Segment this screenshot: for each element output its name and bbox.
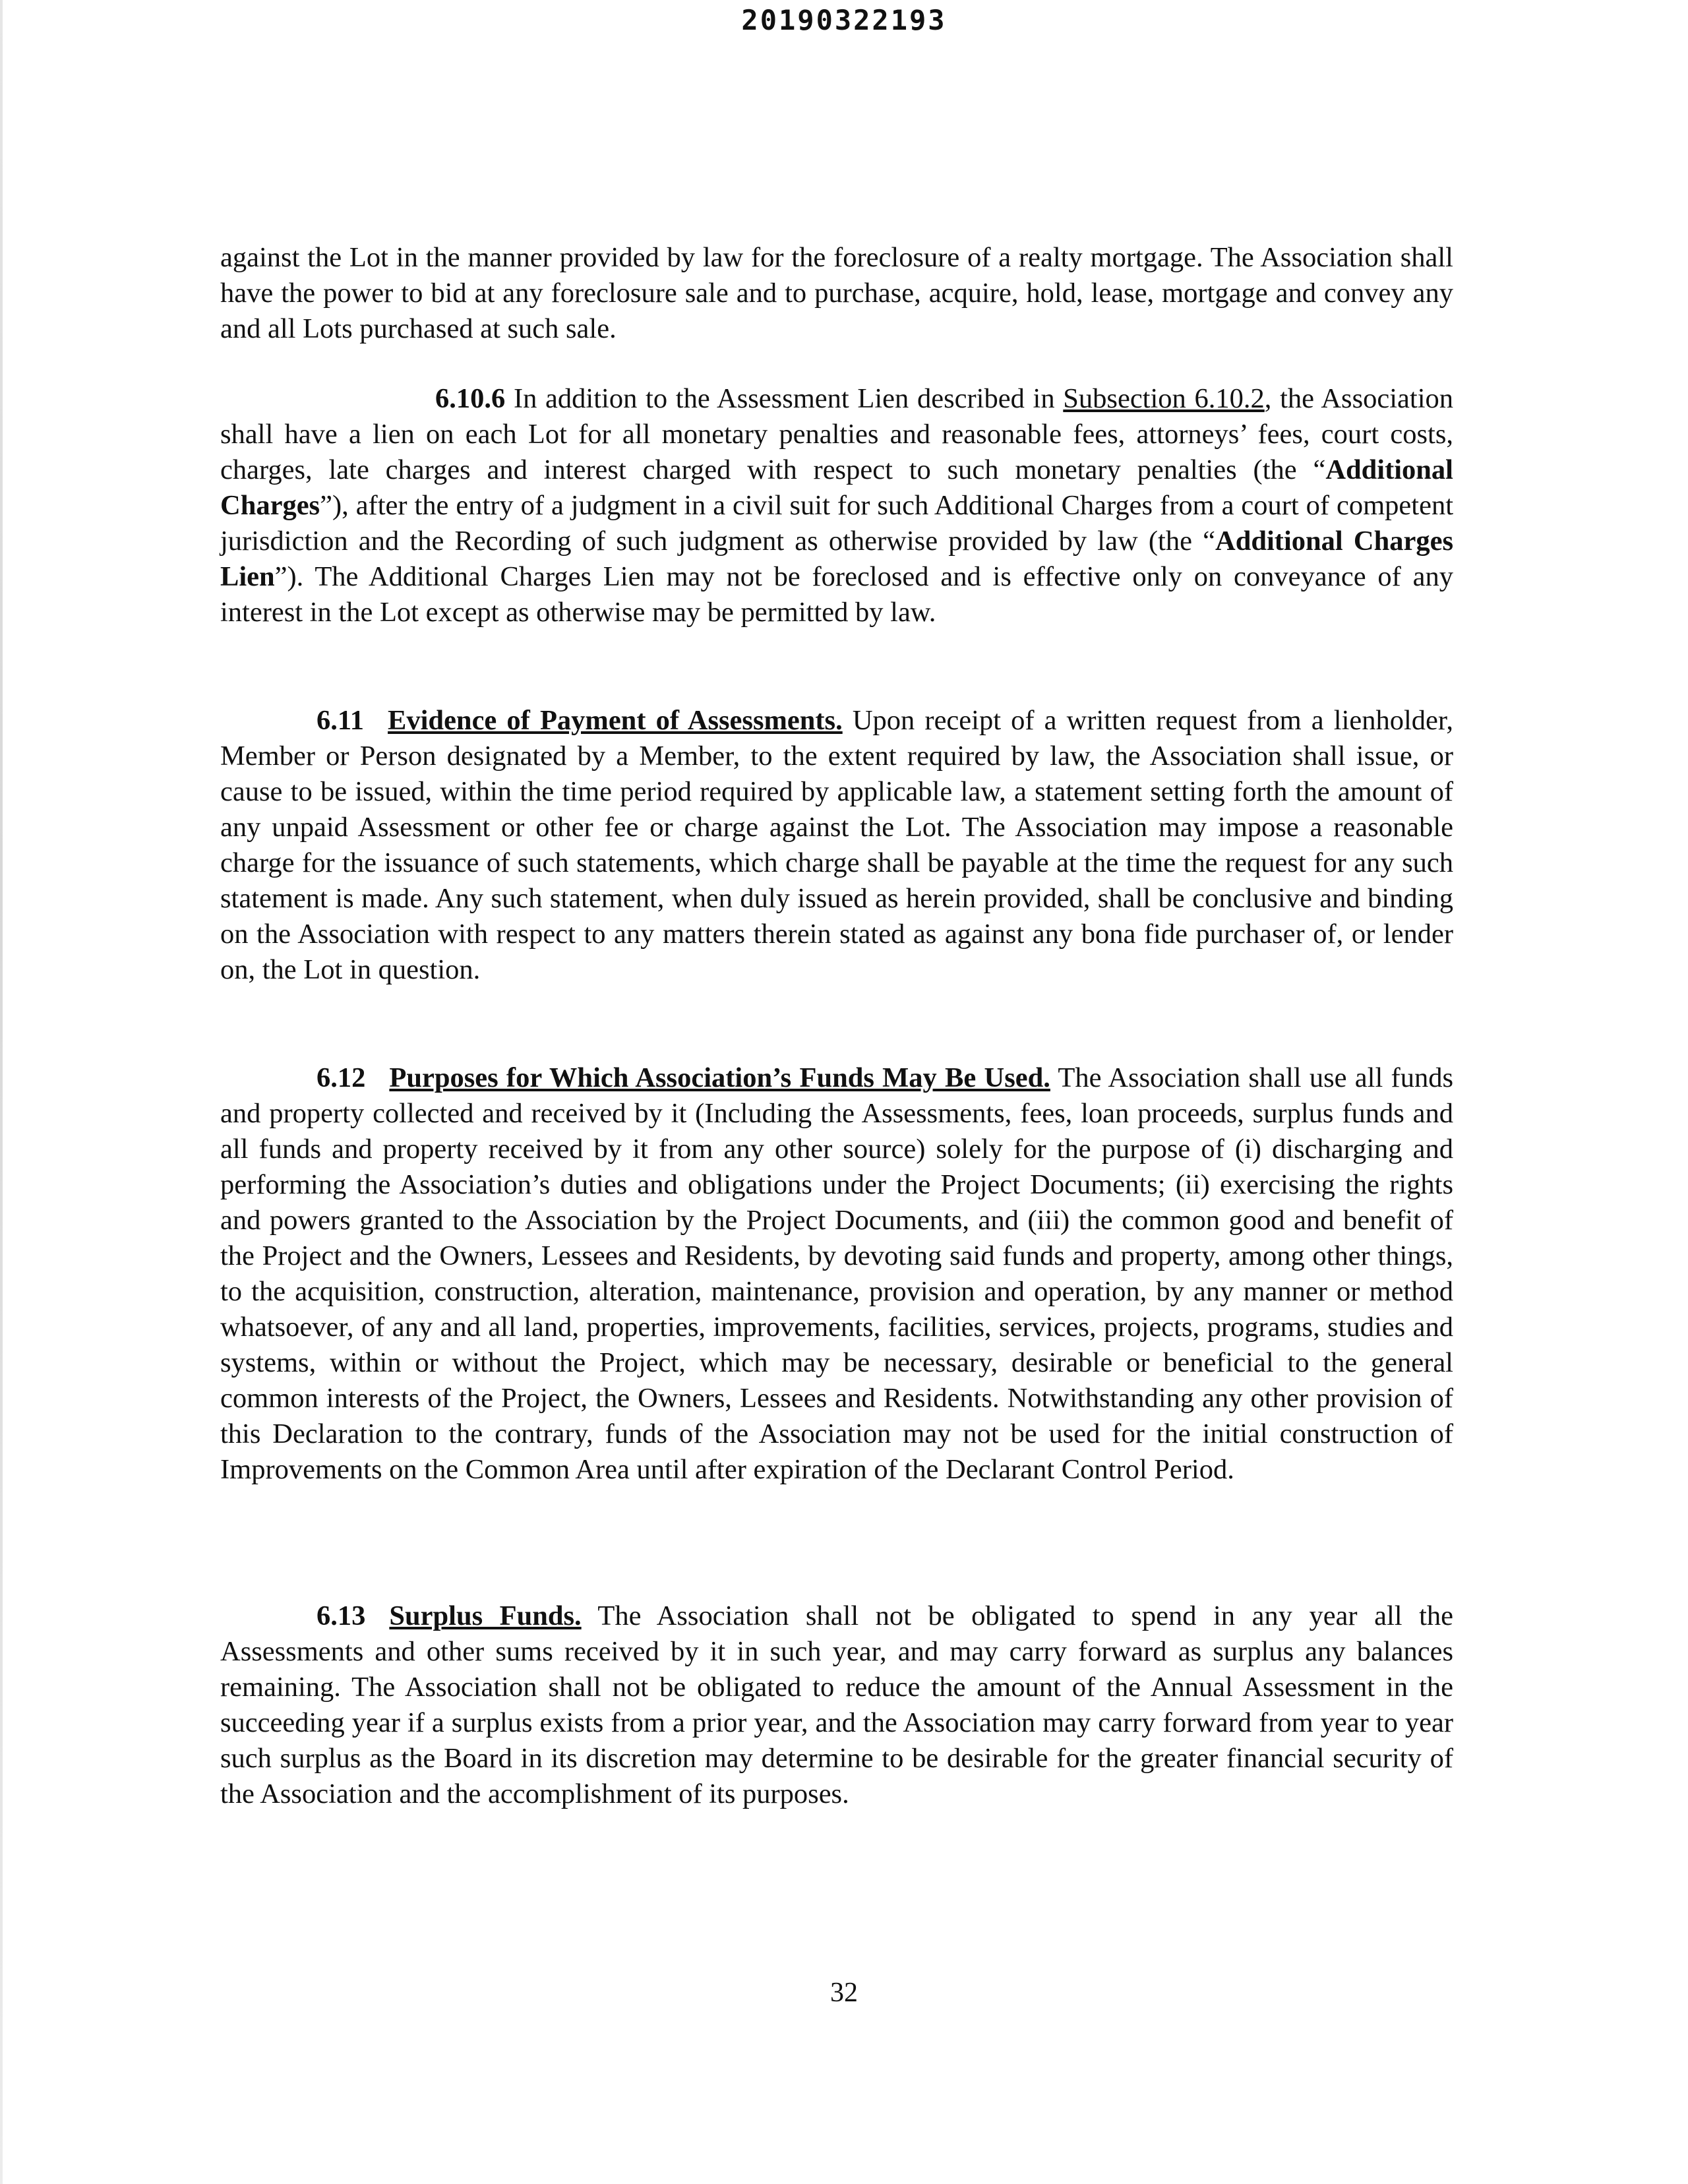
section-title: Surplus Funds. bbox=[389, 1600, 582, 1631]
defined-term: Additional Charges Lien bbox=[220, 526, 1453, 592]
section-title: Purposes for Which Association’s Funds May Be Used. bbox=[389, 1062, 1050, 1093]
subsection-reference: Subsection 6.10.2 bbox=[1063, 383, 1265, 414]
document-number: 20190322193 bbox=[741, 4, 947, 36]
page-number: 32 bbox=[830, 1978, 858, 2008]
section-number: 6.12 bbox=[316, 1062, 366, 1093]
paragraph-text: , the Association shall have a lien on each Lot for all monetary penalties and reasonable fees, attorneys’ fees, court costs, charges, late charges and interest charged with respect to such monetary penalties (the “ bbox=[220, 383, 1454, 485]
paragraph-text: ”). The Additional Charges Lien may not be foreclosed and is effective only on conveyance of any interest in the Lot except as otherwise may be permitted by law. bbox=[220, 561, 1453, 628]
subsection-number: 6.10.6 bbox=[435, 383, 506, 414]
paragraph-text: In addition to the Assessment Lien described in bbox=[505, 383, 1064, 414]
section-6-11 bbox=[220, 703, 1453, 988]
section-title: Evidence of Payment of Assessments. bbox=[388, 705, 843, 736]
paragraph-6-10-6 bbox=[220, 381, 1453, 630]
paragraph-text: The Association shall use all funds and property collected and received by it (Including the Assessments, fees, loan proceeds, surplus funds and all funds and property received by it from any other source) solely for the purpose of (i) discharging and performing the Association’s duties and obligations under the Project Documents; (ii) exercising the rights and powers granted to the Association by the Project Documents, and (iii) the common good and benefit of the Project and the Owners, Lessees and Residents, by devoting said funds and property, among other things, to the acquisition, construction, alteration, maintenance, provision and operation, by any manner or method whatsoever, of any and all land, properties, improvements, facilities, services, projects, programs, studies and systems, within or without the Project, which may be necessary, desirable or beneficial to the general common interests of the Project, the Owners, Lessees and Residents. Notwithstanding any other provision of this Declaration to the contrary, funds of the Association may not be used for the initial construction of Improvements on the Common Area until after expiration of the Declarant Control Period. bbox=[220, 1062, 1453, 1485]
defined-term: Additional Charges bbox=[220, 454, 1453, 521]
section-6-12 bbox=[220, 1060, 1453, 1488]
section-number: 6.11 bbox=[316, 705, 365, 736]
paragraph-continuation bbox=[220, 240, 1453, 347]
paragraph-text: against the Lot in the manner provided by law for the foreclosure of a realty mortgage. The Association shall have the power to bid at any foreclosure sale and to purchase, acquire, hold, lease, mortgage and convey any and all Lots purchased at such sale. bbox=[220, 242, 1453, 344]
paragraph-text: The Association shall not be obligated to spend in any year all the Assessments and other sums received by it in such year, and may carry forward as surplus any balances remaining. The Association shall not be obligated to reduce the amount of the Annual Assessment in the succeeding year if a surplus exists from a prior year, and the Association may carry forward from year to year such surplus as the Board in its discretion may determine to be desirable for the greater financial security of the Association and the accomplishment of its purposes. bbox=[220, 1600, 1453, 1809]
section-number: 6.13 bbox=[316, 1600, 366, 1631]
scan-edge bbox=[0, 0, 3, 2184]
section-6-13 bbox=[220, 1598, 1453, 1812]
paragraph-text: Upon receipt of a written request from a lienholder, Member or Person designated by a Member, to the extent required by law, the Association shall issue, or cause to be issued, within the time period required by applicable law, a statement setting forth the amount of any unpaid Assessment or other fee or charge against the Lot. The Association may impose a reasonable charge for the issuance of such statements, which charge shall be payable at the time the request for any such statement is made. Any such statement, when duly issued as herein provided, shall be conclusive and binding on the Association with respect to any matters therein stated as against any bona fide purchaser of, or lender on, the Lot in question. bbox=[220, 705, 1453, 985]
paragraph-text: ”), after the entry of a judgment in a civil suit for such Additional Charges from a court of competent jurisdiction and the Recording of such judgment as otherwise provided by law (the “ bbox=[220, 490, 1453, 557]
